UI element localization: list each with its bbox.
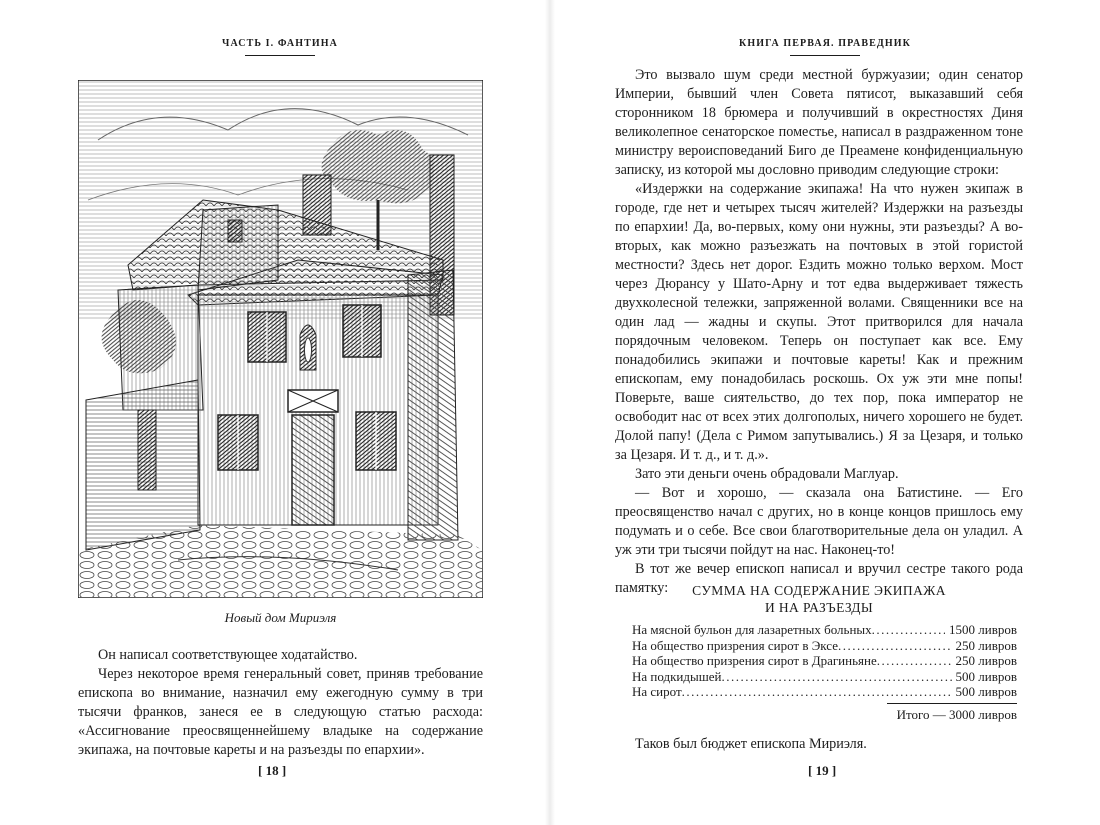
- page-number-right: [ 19 ]: [808, 763, 837, 778]
- paragraph: Зато эти деньги очень обрадовали Маглуар.: [635, 466, 899, 482]
- expense-row: [632, 638, 1017, 654]
- right-running-head: КНИГА ПЕРВАЯ. ПРАВЕДНИК: [730, 38, 920, 56]
- right-head-rule: [790, 55, 860, 56]
- total-rule: [887, 703, 1017, 704]
- expense-label: На сирот: [632, 684, 682, 700]
- paragraph: «Издержки на содержание экипажа! На что нужен экипаж в городе, где нет и четырех тысяч жителей? Издержки на разъезды по епархии! Да, во-первых, кому они нужны, эти разъезды? А во-вторых, как можно разъезжать на почтовых в этой гористой местности? Здесь нет дорог. Ездить можно только верхом. Мост через Дюрансу у Шато-Арну и тот едва выдерживает тяжесть двухколесной тележки, запряженной волами. Священники все на один лад — жадны и скупы. Этот притворился для начала порядочным человеком. Теперь он поступает как все. Ему понадобились экипажи и почтовые кареты! Как и прежним епископам, ему понадобилась роскошь. Ох уж эти мне попы! Поверьте, ваше сиятельство, до тех пор, пока император не освободит нас от всех этих долгополых, ничего хорошего не будет. Долой папу! (Дела с Римом запутывались.) Я за Цезаря, и только за Цезаря. И т. д., и т. д.».: [615, 181, 1023, 463]
- leader-dots: [682, 684, 952, 700]
- expense-amount: 1500 ливров: [949, 622, 1017, 637]
- expense-row: [632, 669, 1017, 685]
- illustration-caption: Новый дом Мириэля: [224, 610, 337, 625]
- paragraph: Это вызвало шум среди местной буржуазии; один сенатор Империи, бывший член Совета пятисот, выказавший себя сторонником 18 брюмера и получивший в окрестностях Диня великолепное сенаторское поместье, написал в раздраженном тоне министру вероисповеданий Биго де Преамене конфиденциальную записку, из которой мы дословно приводим следующие строки:: [615, 67, 1023, 178]
- right-page: [550, 0, 1100, 825]
- expense-label: На мясной бульон для лазаретных больных: [632, 622, 872, 637]
- leader-dots: [838, 638, 952, 654]
- paragraph: Через некоторое время генеральный совет, приняв требование епископа во внимание, назначил ему ежегодную сумму в три тысячи франков, занеся ее в следующую статью расхода: «Ассигнование преосвященнейшему владыке на содержание экипажа, на почтовые кареты и на разъезды по епархии».: [78, 666, 483, 758]
- expense-row: [632, 622, 1017, 638]
- expense-table: [632, 622, 1017, 723]
- expense-label: На подкидышей: [632, 668, 722, 684]
- left-running-head: ЧАСТЬ I. ФАНТИНА: [200, 38, 360, 56]
- right-body-text: [615, 66, 1023, 598]
- paragraph: — Вот и хорошо, — сказала она Батистине. — Его преосвященство начал с других, но в конце концов пришлось ему подумать и о себе. Все свои благотворительные дела он уладил. А уж эти три тысячи пойдут на нас. Наконец-то!: [615, 485, 1023, 558]
- left-body-text: [78, 646, 483, 760]
- paragraph: В тот же вечер епископ написал и вручил сестре такого рода памятку:: [615, 561, 1023, 596]
- expense-row: [632, 653, 1017, 669]
- expense-amount: 500 ливров: [955, 684, 1017, 700]
- expense-label: На общество призрения сирот в Эксе: [632, 637, 838, 653]
- expense-heading: СУММА НА СОДЕРЖАНИЕ ЭКИПАЖА И НА РАЗЪЕЗДЫ: [692, 583, 946, 615]
- house-engraving: [78, 80, 483, 598]
- expense-amount: 250 ливров: [955, 653, 1017, 669]
- expense-amount: 250 ливров: [955, 637, 1017, 653]
- expense-total: Итого — 3000 ливров: [896, 706, 1017, 722]
- expense-row: [632, 684, 1017, 700]
- expense-label: На общество призрения сирот в Драгиньяне: [632, 653, 877, 669]
- leader-dots: [721, 669, 951, 685]
- expense-amount: 500 ливров: [955, 668, 1017, 684]
- paragraph: Он написал соответствующее ходатайство.: [98, 647, 358, 663]
- leader-dots: [877, 653, 952, 669]
- page-number-left: [ 18 ]: [258, 763, 287, 778]
- closing-text: [615, 735, 1023, 754]
- leader-dots: [872, 622, 945, 638]
- paragraph: Таков был бюджет епископа Мириэля.: [635, 736, 867, 752]
- left-head-rule: [245, 55, 315, 56]
